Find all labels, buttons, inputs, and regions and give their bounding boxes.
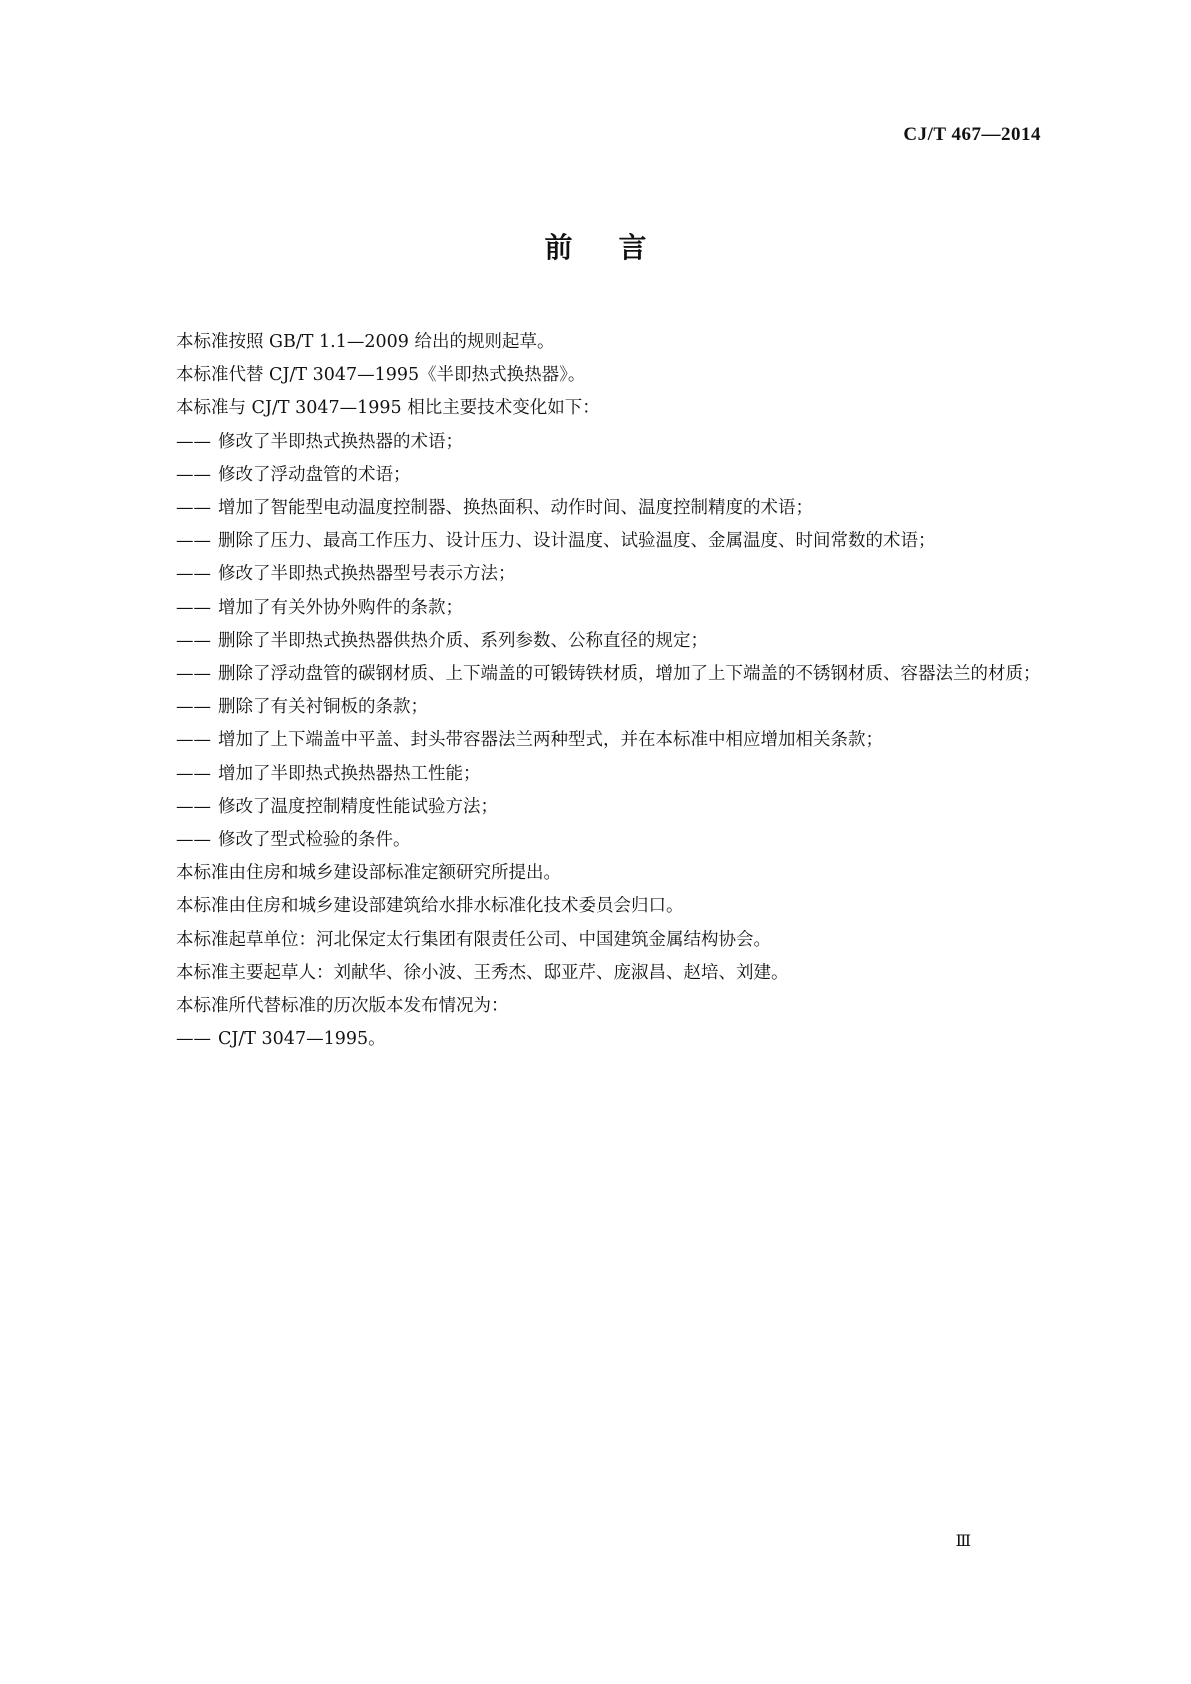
page-title: 前言 xyxy=(544,231,693,264)
foreword-body xyxy=(176,326,1056,1056)
list-item xyxy=(176,426,1056,459)
history-item-text: CJ/T 3047—1995。 xyxy=(218,1029,386,1050)
dash-marker: —— xyxy=(176,564,211,585)
list-item-text: 增加了有关外协外购件的条款； xyxy=(218,597,463,618)
dash-marker: —— xyxy=(176,1029,211,1050)
paragraph: 本标准按照 GB/T 1.1—2009 给出的规则起草。 xyxy=(176,332,555,352)
paragraph: 本标准主要起草人：刘献华、徐小波、王秀杰、邸亚芹、庞淑昌、赵培、刘建。 xyxy=(176,962,789,983)
dash-marker: —— xyxy=(176,630,211,651)
list-item xyxy=(176,758,1056,791)
list-item xyxy=(176,492,1056,525)
list-item-text: 删除了压力、最高工作压力、设计压力、设计温度、试验温度、金属温度、时间常数的术语； xyxy=(218,531,936,552)
dash-marker: —— xyxy=(176,531,211,552)
dash-marker: —— xyxy=(176,796,211,817)
list-item-text: 增加了半即热式换热器热工性能； xyxy=(218,763,481,784)
list-item xyxy=(176,625,1056,658)
dash-marker: —— xyxy=(176,464,211,485)
dash-marker: —— xyxy=(176,431,211,452)
dash-marker: —— xyxy=(176,498,211,519)
list-item-text: 修改了半即热式换热器的术语； xyxy=(218,431,463,452)
list-item-text: 修改了浮动盘管的术语； xyxy=(218,464,411,485)
dash-marker: —— xyxy=(176,730,211,751)
paragraph: 本标准由住房和城乡建设部标准定额研究所提出。 xyxy=(176,863,561,884)
dash-marker: —— xyxy=(176,597,211,618)
paragraph: 本标准所代替标准的历次版本发布情况为： xyxy=(176,996,509,1017)
list-item xyxy=(176,525,1056,558)
list-item xyxy=(176,791,1056,824)
list-item xyxy=(176,724,1056,757)
list-item xyxy=(176,558,1056,591)
paragraph: 本标准起草单位：河北保定太行集团有限责任公司、中国建筑金属结构协会。 xyxy=(176,929,771,950)
paragraph: 本标准与 CJ/T 3047—1995 相比主要技术变化如下： xyxy=(176,398,600,419)
list-item-text: 修改了温度控制精度性能试验方法； xyxy=(218,796,498,817)
list-item xyxy=(176,658,1056,691)
list-item-text: 修改了型式检验的条件。 xyxy=(218,830,411,851)
list-item-text: 增加了智能型电动温度控制器、换热面积、动作时间、温度控制精度的术语； xyxy=(218,498,813,519)
list-item-text: 修改了半即热式换热器型号表示方法； xyxy=(218,564,516,585)
history-item xyxy=(176,1023,1056,1056)
dash-marker: —— xyxy=(176,763,211,784)
page-number: Ⅲ xyxy=(955,1533,971,1550)
list-item xyxy=(176,592,1056,625)
list-item-text: 删除了半即热式换热器供热介质、系列参数、公称直径的规定； xyxy=(218,630,708,651)
dash-marker: —— xyxy=(176,830,211,851)
list-item xyxy=(176,824,1056,857)
list-item-text: 增加了上下端盖中平盖、封头带容器法兰两种型式，并在本标准中相应增加相关条款； xyxy=(218,730,883,751)
list-item xyxy=(176,459,1056,492)
dash-marker: —— xyxy=(176,697,211,718)
list-item-text: 删除了浮动盘管的碳钢材质、上下端盖的可锻铸铁材质，增加了上下端盖的不锈钢材质、容器法兰的材质； xyxy=(218,664,1041,685)
paragraph: 本标准由住房和城乡建设部建筑给水排水标准化技术委员会归口。 xyxy=(176,896,684,917)
standard-code: CJ/T 467—2014 xyxy=(903,124,1041,145)
list-item xyxy=(176,691,1056,724)
list-item-text: 删除了有关衬铜板的条款； xyxy=(218,697,428,718)
paragraph: 本标准代替 CJ/T 3047—1995《半即热式换热器》。 xyxy=(176,365,586,386)
dash-marker: —— xyxy=(176,664,211,685)
